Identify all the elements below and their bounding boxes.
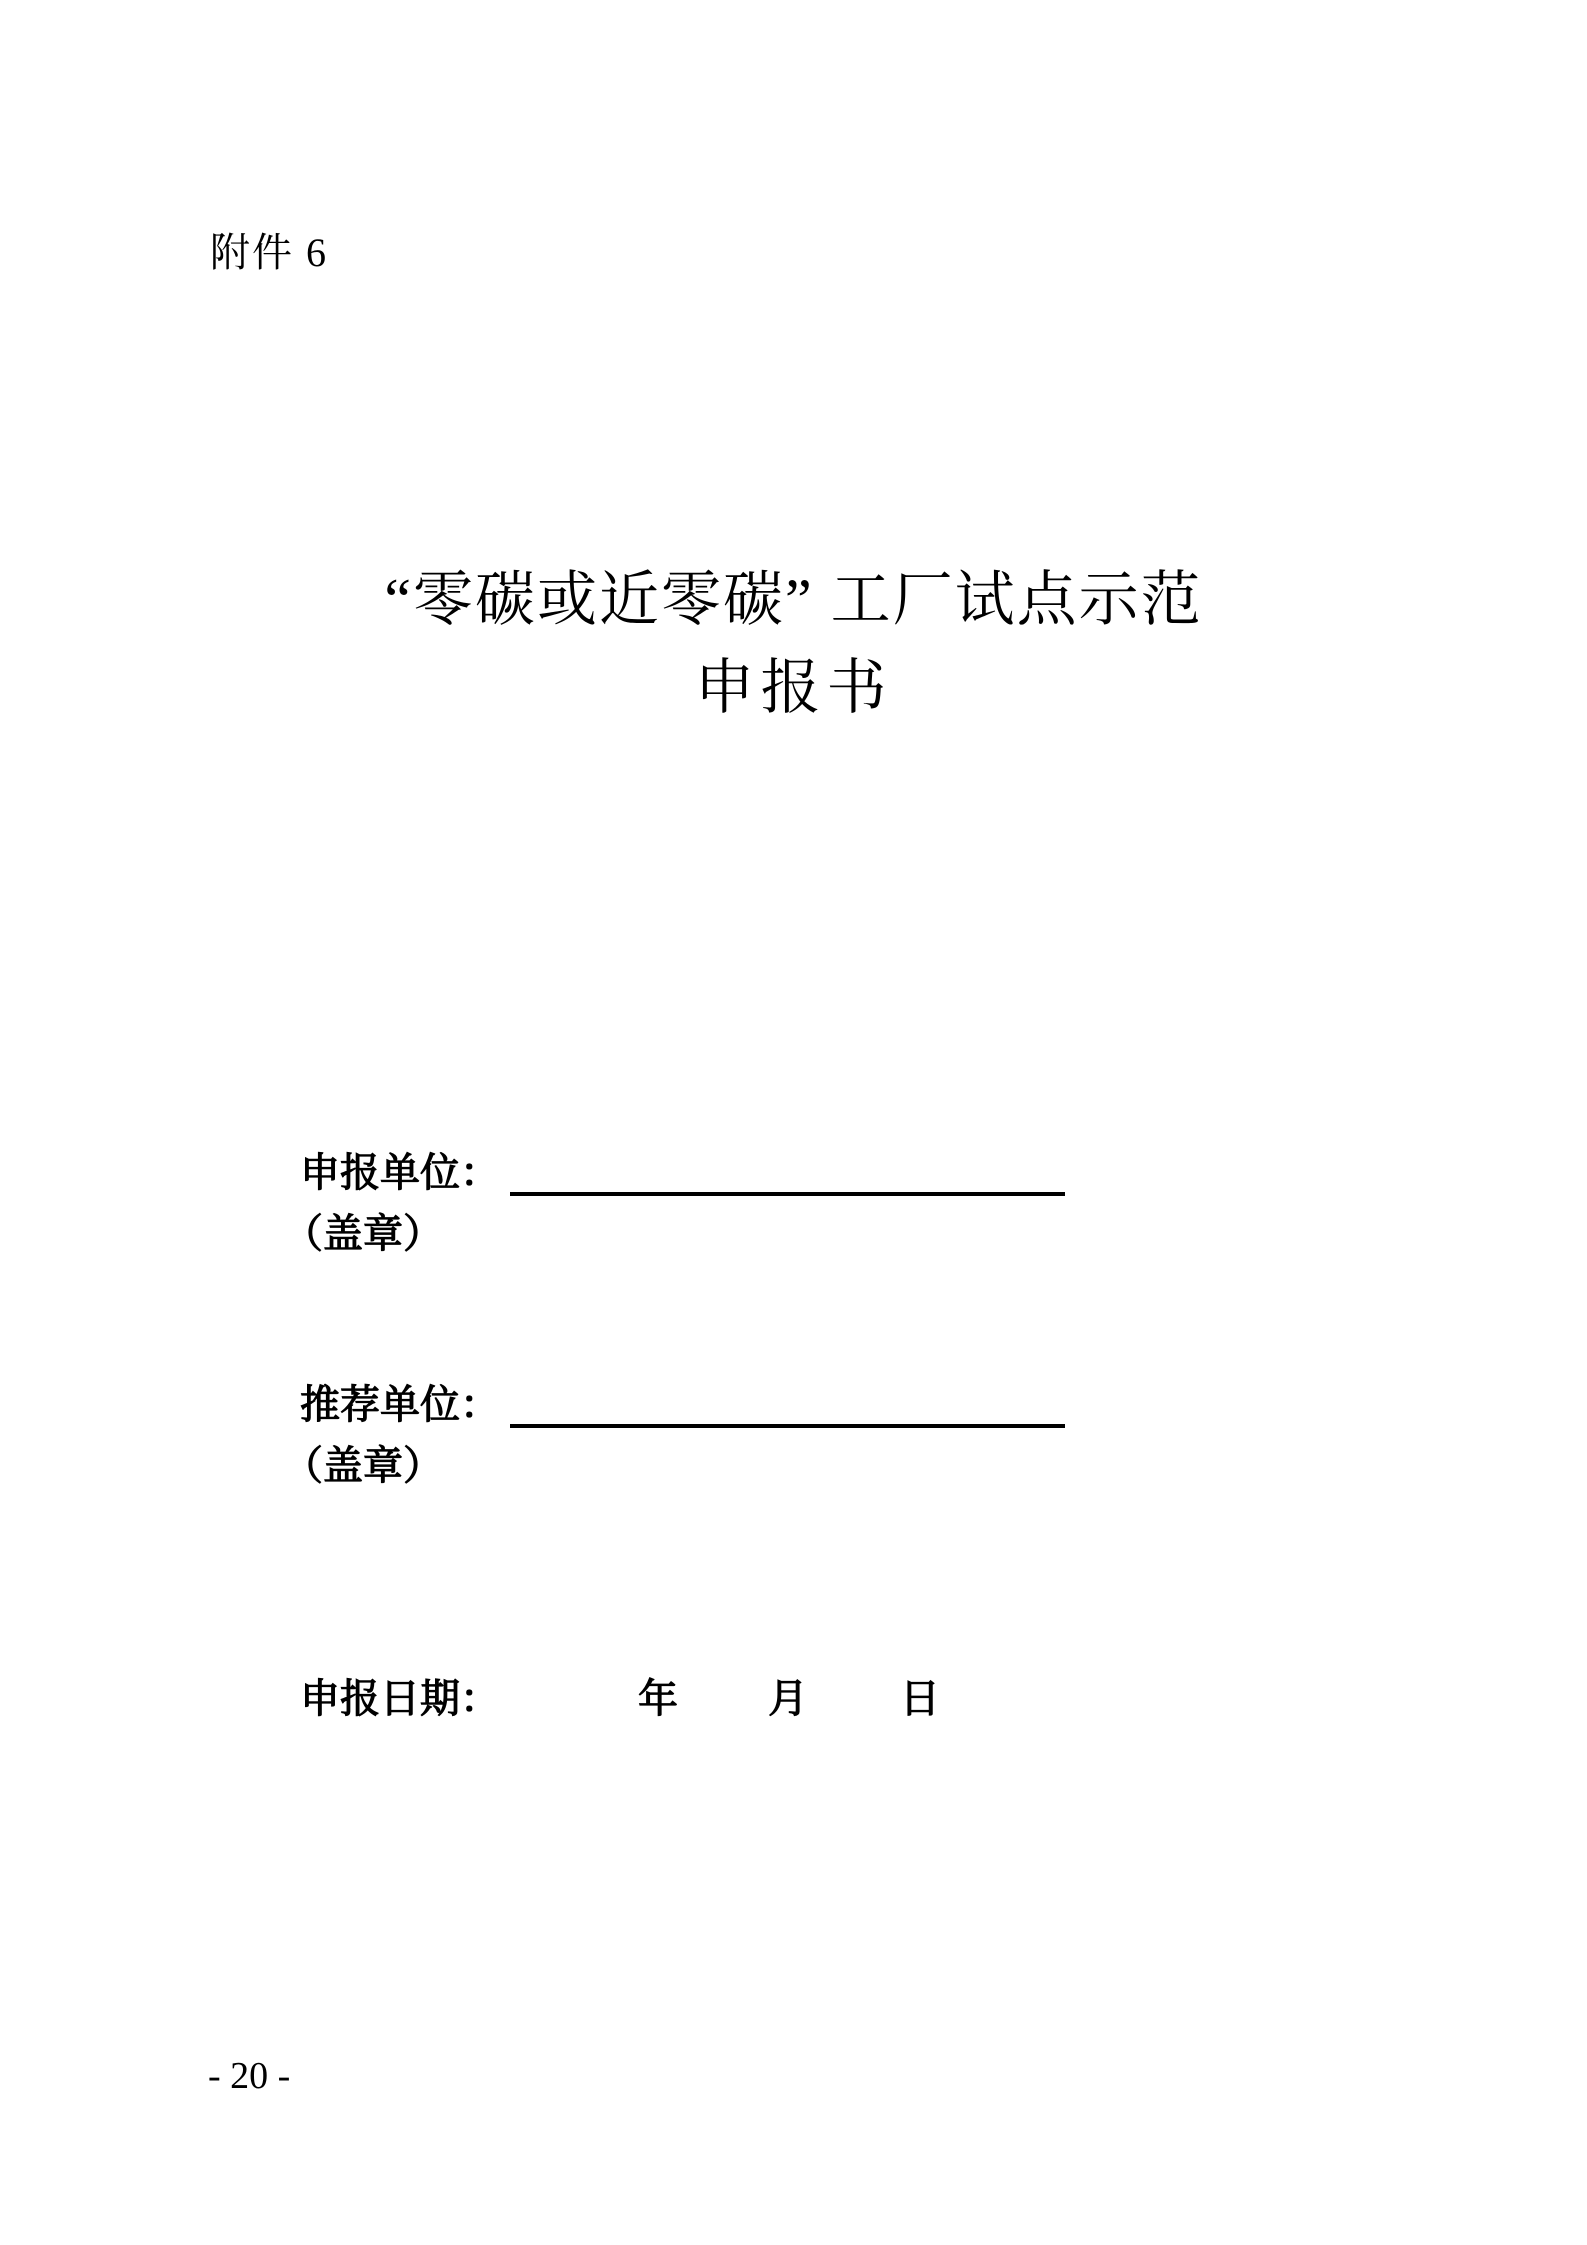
applicant-unit-label: 申报单位： [300,1151,500,1195]
application-date-label: 申报日期： [300,1677,500,1721]
date-day-label: 日 [900,1677,940,1721]
applicant-seal-note: （盖章） [283,1212,443,1256]
recommender-seal-note: （盖章） [283,1444,443,1488]
title-line-2: 申报书 [694,655,893,721]
date-year-label: 年 [638,1677,678,1721]
page-number: - 20 - [208,2055,291,2097]
document-title [0,556,1587,732]
date-month-label: 月 [768,1677,808,1721]
recommender-unit-label: 推荐单位： [300,1383,500,1427]
title-line-1: “零碳或近零碳” 工厂试点示范 [384,567,1203,633]
recommender-unit-blank-line [510,1385,1065,1428]
applicant-unit-blank-line [510,1153,1065,1196]
attachment-label: 附件 6 [210,230,328,275]
